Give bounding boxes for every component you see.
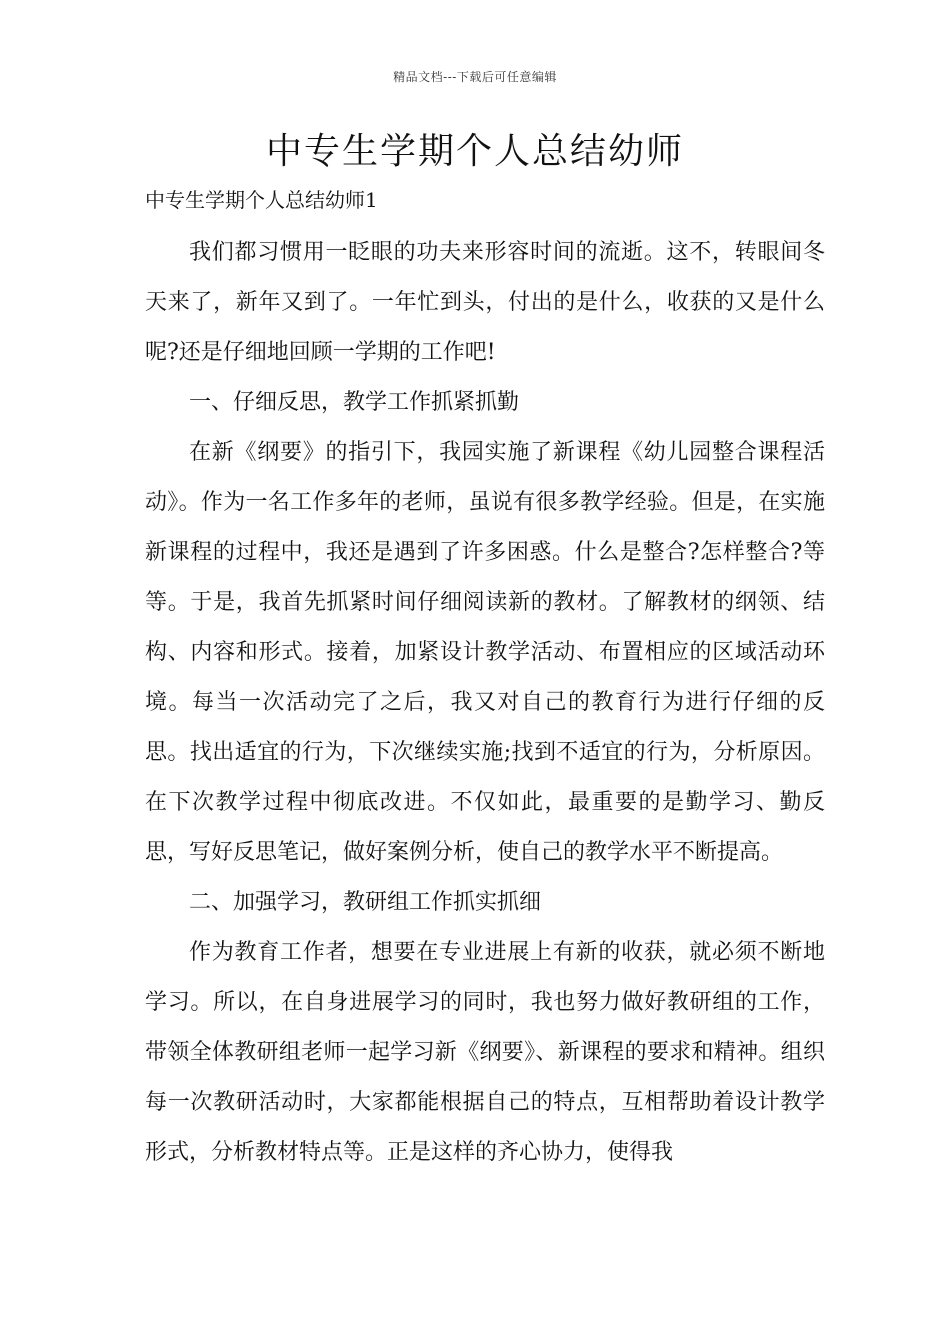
section-heading-1: 一、仔细反思，教学工作抓紧抓勤 [189,390,520,415]
header-note: 精品文档---下载后可任意编辑 [393,70,557,84]
document-body [145,228,825,1178]
paragraph-intro: 我们都习惯用一眨眼的功夫来形容时间的流逝。这不，转眼间冬天来了，新年又到了。一年忙到头，付出的是什么，收获的又是什么呢?还是仔细地回顾一学期的工作吧! [145,240,825,365]
document-subtitle: 中专生学期个人总结幼师1 [145,188,378,212]
document-title: 中专生学期个人总结幼师 [265,131,684,172]
paragraph-section-1: 在新《纲要》的指引下，我园实施了新课程《幼儿园整合课程活动》。作为一名工作多年的老师，虽说有很多教学经验。但是，在实施新课程的过程中，我还是遇到了许多困惑。什么是整合?怎样整合?等等。于是，我首先抓紧时间仔细阅读新的教材。了解教材的纲领、结构、内容和形式。接着，加紧设计教学活动、布置相应的区域活动环境。每当一次活动完了之后，我又对自己的教育行为进行仔细的反思。找出适宜的行为，下次继续实施;找到不适宜的行为，分析原因。在下次教学过程中彻底改进。不仅如此，最重要的是勤学习、勤反思，写好反思笔记，做好案例分析，使自己的教学水平不断提高。 [145,440,825,865]
paragraph-section-2: 作为教育工作者，想要在专业进展上有新的收获，就必须不断地学习。所以，在自身进展学习的同时，我也努力做好教研组的工作，带领全体教研组老师一起学习新《纲要》、新课程的要求和精神。组织每一次教研活动时，大家都能根据自己的特点，互相帮助着设计教学形式，分析教材特点等。正是这样的齐心协力，使得我 [145,940,825,1165]
section-heading-2: 二、加强学习，教研组工作抓实抓细 [189,890,542,915]
